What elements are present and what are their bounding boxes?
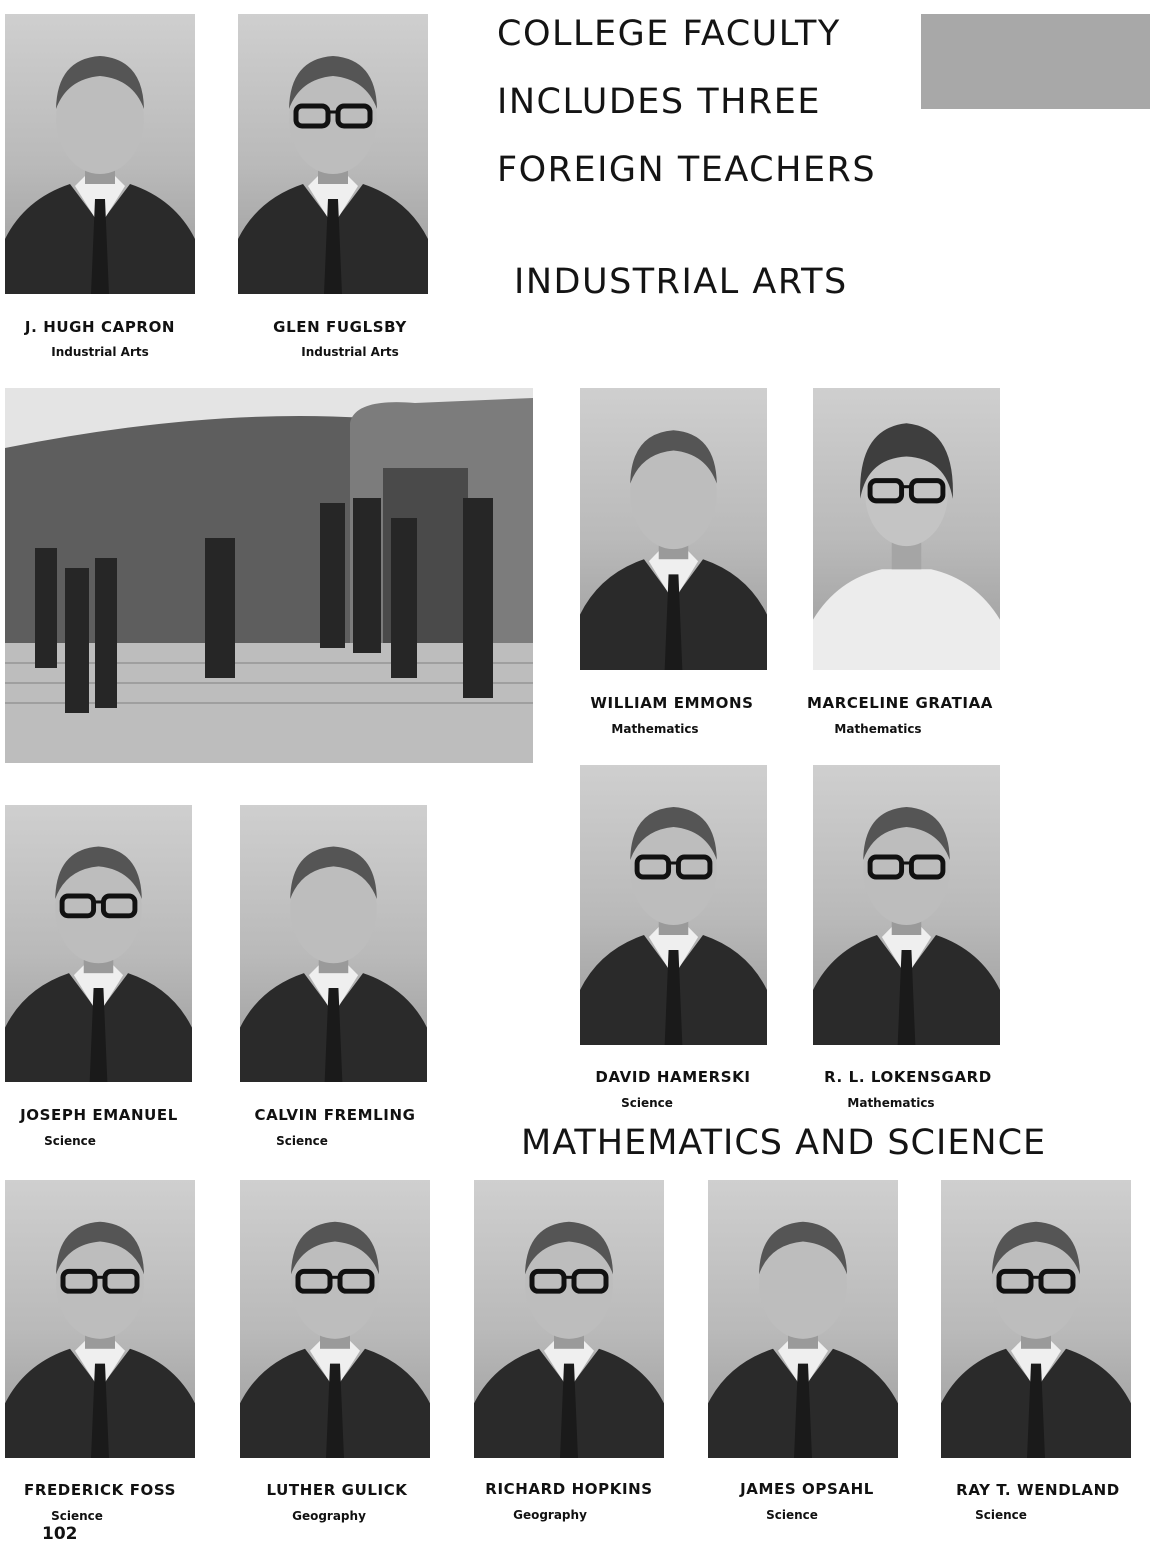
portrait-photo-fuglsby <box>238 14 428 294</box>
portrait-photo-hamerski <box>580 765 767 1045</box>
main-heading-line-1: COLLEGE FACULTY <box>497 14 841 54</box>
portrait-photo-emmons <box>580 388 767 670</box>
section-heading-math-science: MATHEMATICS AND SCIENCE <box>521 1123 1047 1163</box>
faculty-name: RAY T. WENDLAND <box>956 1481 1120 1499</box>
page-number: 102 <box>42 1524 78 1544</box>
faculty-department: Mathematics <box>834 722 922 736</box>
portrait-photo-capron <box>5 14 195 294</box>
portrait-photo-gratiaa <box>813 388 1000 670</box>
main-heading-line-3: FOREIGN TEACHERS <box>497 150 877 190</box>
faculty-department: Industrial Arts <box>51 345 149 359</box>
portrait-photo-lokensgard <box>813 765 1000 1045</box>
main-heading-line-2: INCLUDES THREE <box>497 82 821 122</box>
faculty-department: Industrial Arts <box>301 345 399 359</box>
faculty-department: Geography <box>292 1509 366 1523</box>
faculty-name: WILLIAM EMMONS <box>590 694 754 712</box>
faculty-name: CALVIN FREMLING <box>254 1106 416 1124</box>
faculty-name: MARCELINE GRATIAA <box>806 694 994 712</box>
faculty-name: RICHARD HOPKINS <box>485 1480 653 1498</box>
faculty-name: FREDERICK FOSS <box>23 1481 177 1499</box>
faculty-name: R. L. LOKENSGARD <box>824 1068 992 1086</box>
portrait-photo-foss <box>5 1180 195 1458</box>
decorative-gray-block <box>921 14 1150 109</box>
faculty-department: Mathematics <box>847 1096 935 1110</box>
faculty-name: LUTHER GULICK <box>266 1481 408 1499</box>
portrait-photo-opsahl <box>708 1180 898 1458</box>
faculty-department: Science <box>44 1134 96 1148</box>
faculty-department: Science <box>975 1508 1027 1522</box>
portrait-photo-fremling <box>240 805 427 1082</box>
faculty-name: DAVID HAMERSKI <box>595 1068 751 1086</box>
portrait-photo-gulick <box>240 1180 430 1458</box>
faculty-department: Geography <box>513 1508 587 1522</box>
portrait-photo-emanuel <box>5 805 192 1082</box>
faculty-name: GLEN FUGLSBY <box>273 318 407 336</box>
faculty-department: Science <box>276 1134 328 1148</box>
faculty-name: JOSEPH EMANUEL <box>20 1106 178 1124</box>
section-heading-industrial-arts: INDUSTRIAL ARTS <box>514 262 848 302</box>
portrait-photo-wendland <box>941 1180 1131 1458</box>
group-photo-stairs <box>5 388 533 763</box>
faculty-department: Science <box>766 1508 818 1522</box>
faculty-department: Mathematics <box>611 722 699 736</box>
faculty-department: Science <box>51 1509 103 1523</box>
faculty-department: Science <box>621 1096 673 1110</box>
faculty-name: JAMES OPSAHL <box>740 1480 874 1498</box>
portrait-photo-hopkins <box>474 1180 664 1458</box>
faculty-name: J. HUGH CAPRON <box>24 318 176 336</box>
